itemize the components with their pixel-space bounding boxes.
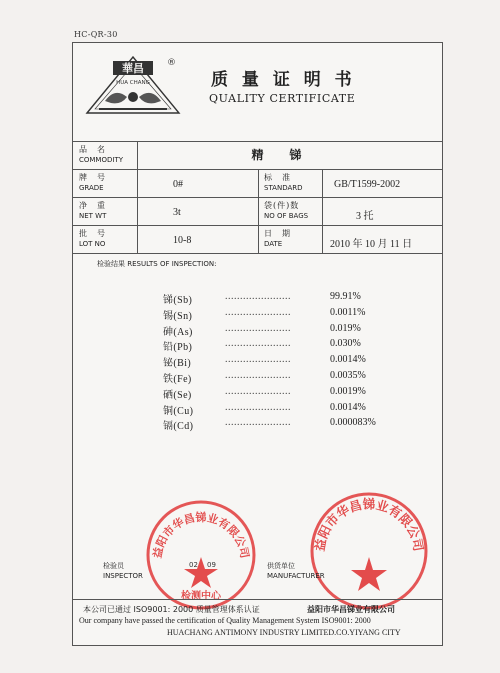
standard-label-cn: 标准 [264,173,300,182]
stamp-left-day: 09 [207,561,216,569]
net-wt-value-cell [137,198,259,225]
result-element: 铁(Fe) [163,373,192,385]
result-item [163,386,433,402]
result-value: 0.019% [330,322,361,334]
result-element: 铋(Bi) [163,358,192,370]
result-value: 0.0011% [330,306,366,318]
grade-label-cn: 牌号 [79,173,115,182]
inspector-label-cn: 检验员 [103,562,124,570]
manufacturer-label-en: MANUFACTURER [267,572,325,580]
results-list [163,291,433,433]
result-item [163,402,433,418]
result-value: 0.0014% [330,354,366,366]
net-wt-label-en: NET WT [79,212,107,220]
bags-label [258,198,323,225]
date-label [258,226,323,253]
net-wt-label-cn: 净重 [79,201,115,210]
date-label-en: DATE [264,240,283,248]
lot-no-label-cn: 批号 [79,229,115,238]
result-item [163,323,433,339]
footer-iso-en: Our company have passed the certification of Quality Management System ISO9001: 2000 [79,616,371,625]
grade-label [73,170,138,197]
date-value: 2010 年 10 月 11 日 [330,239,413,250]
inspection-center-stamp [145,499,257,611]
grade-value: 0# [173,179,183,190]
result-item [163,307,433,323]
weight-bags-row [73,198,442,226]
bags-label-en: NO OF BAGS [264,212,309,220]
logo-brand-cn: 華昌 [122,62,144,75]
result-element: 锡(Sn) [163,310,193,322]
bags-label-cn: 袋(件)数 [264,201,300,210]
bags-value-cell [322,198,442,225]
company-logo [83,51,183,117]
result-value: 0.030% [330,338,361,350]
certificate-header [73,43,442,141]
manufacturer-label [267,561,325,581]
footer-divider [73,599,442,600]
logo-emblem-icon [83,51,183,117]
results-heading: 检验结果 RESULTS OF INSPECTION: [97,260,217,268]
result-item [163,338,433,354]
standard-value: GB/T1599-2002 [334,179,401,190]
standard-value-cell [322,170,442,197]
stamp-left-month: 02 [189,561,198,569]
result-item [163,291,433,307]
commodity-label [73,142,138,169]
standard-label-en: STANDARD [264,184,303,192]
standard-label [258,170,323,197]
certificate-frame [72,42,443,646]
info-table [73,141,442,254]
result-element: 铜(Cu) [163,405,194,417]
result-value: 0.0019% [330,385,366,397]
registered-mark: ® [167,58,176,68]
result-element: 硒(Se) [163,389,192,401]
result-dots: ...................... [225,291,291,302]
result-item [163,370,433,386]
title-english: QUALITY CERTIFICATE [209,92,356,105]
commodity-label-en: COMMODITY [79,156,123,164]
company-stamp [309,491,429,611]
result-dots: ...................... [225,401,291,413]
result-dots: ...................... [225,354,291,366]
result-value: 99.91% [330,291,361,302]
result-element: 砷(As) [163,326,193,338]
result-element: 镉(Cd) [163,421,194,433]
bags-value: 3 托 [356,211,374,222]
result-dots: ...................... [225,306,291,318]
manufacturer-label-cn: 供货单位 [267,562,295,570]
commodity-row [73,142,442,170]
result-dots: ...................... [225,417,291,429]
result-element: 锑(Sb) [163,295,193,306]
result-dots: ...................... [225,338,291,350]
grade-standard-row [73,170,442,198]
result-dots: ...................... [225,322,291,334]
footer-company-en: HUACHANG ANTIMONY INDUSTRY LIMITED.CO.YIYANG CITY [167,628,401,637]
logo-brand-en: HUA CHANG [116,80,150,86]
date-label-cn: 日期 [264,229,300,238]
net-wt-label [73,198,138,225]
result-value: 0.0014% [330,401,366,413]
grade-label-en: GRADE [79,184,104,192]
result-dots: ...................... [225,369,291,381]
stamp-right-seal [309,491,429,611]
star-icon [351,557,387,591]
commodity-value: 精锑 [251,148,328,162]
date-value-cell [322,226,442,253]
net-wt-value: 3t [173,207,181,218]
footer-company-cn: 益阳市华昌锑业有限公司 [307,605,395,614]
result-item [163,354,433,370]
lot-no-value: 10-8 [173,235,192,246]
stamp-left-bottom-text: 检测中心 [181,591,221,602]
result-element: 铅(Pb) [163,342,193,354]
title-chinese: 质 量 证 明 书 [211,70,356,90]
lot-no-label [73,226,138,253]
result-value: 0.0035% [330,369,366,381]
lot-no-label-en: LOT NO [79,240,106,248]
lot-no-value-cell [137,226,259,253]
result-item [163,417,433,433]
result-value: 0.000083% [330,417,376,429]
stamp-left-ring-text: 益阳市华昌锑业有限公司 [150,511,252,560]
inspector-label-en: INSPECTOR [103,572,143,580]
stamp-left-seal [145,499,257,611]
inspector-label [103,561,143,581]
document-code: HC-QR-30 [74,30,118,39]
lot-date-row [73,226,442,254]
stamp-right-ring-text: 益阳市华昌锑业有限公司 [311,496,427,553]
commodity-label-cn: 品名 [79,145,115,154]
result-dots: ...................... [225,385,291,397]
footer-iso-cn: 本公司已通过 ISO9001: 2000 质量管理体系认证 [83,605,260,614]
grade-value-cell [137,170,259,197]
